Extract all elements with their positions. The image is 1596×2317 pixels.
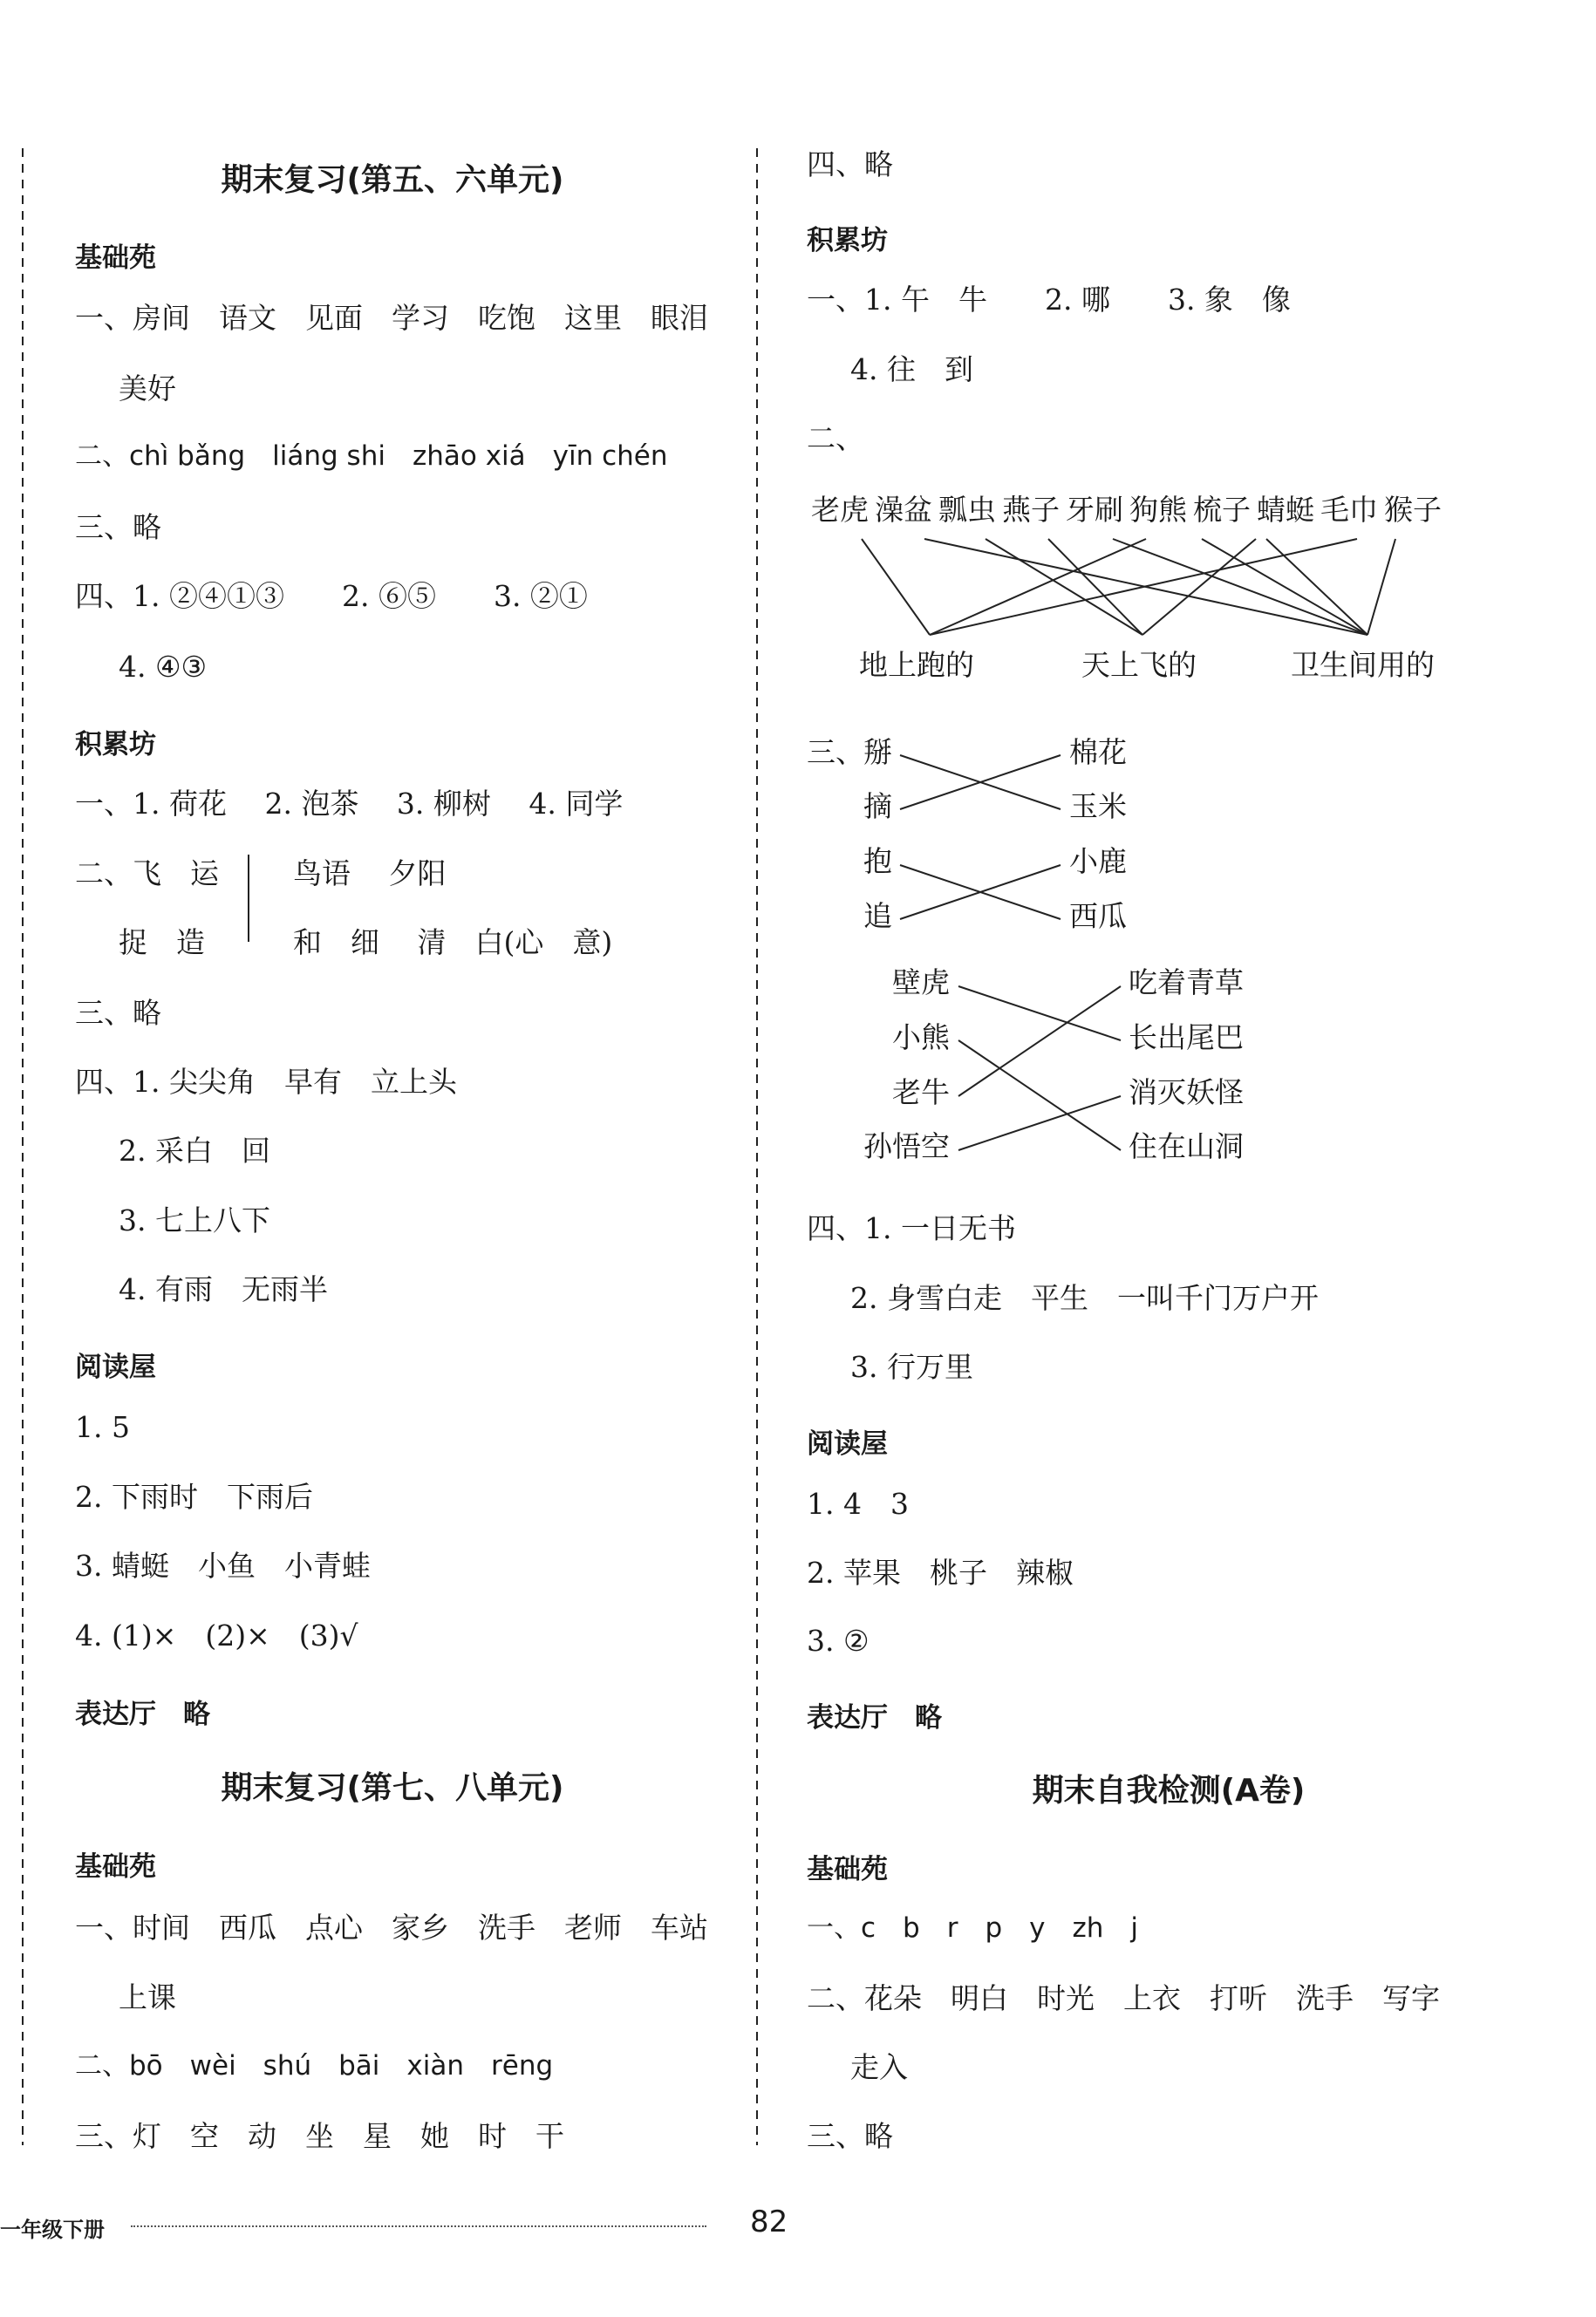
- answer-line: 二、飞 运: [75, 856, 219, 890]
- answer-line: 一、1. 午 牛 2. 哪 3. 象 像: [807, 283, 1291, 317]
- answer-line: 4. 有雨 无雨半: [119, 1272, 328, 1306]
- match-action: 吃着青草: [1129, 965, 1244, 999]
- match-item-animal: 澡盆: [875, 493, 932, 527]
- match-verb: 掰: [863, 735, 892, 769]
- match-verb: 摘: [863, 789, 892, 823]
- match-object: 棉花: [1069, 735, 1127, 769]
- subsection-accumulation: 积累坊: [75, 729, 156, 760]
- match-item-animal: 牙刷: [1066, 493, 1123, 527]
- answer-line: 4. ④③: [119, 650, 208, 684]
- footer-grade: 一年级下册: [0, 2218, 105, 2242]
- answer-line: 和 细 清 白(心 意): [293, 925, 613, 959]
- answer-line-pinyin: 二、chì bǎng liáng shi zhāo xiá yīn chén: [75, 440, 668, 472]
- matching-lines-2: [898, 741, 1064, 933]
- column-divider: [750, 148, 764, 2145]
- answer-line: 二、: [807, 421, 864, 455]
- page-number: 82: [750, 2205, 788, 2239]
- match-action: 住在山洞: [1129, 1129, 1244, 1163]
- answer-line: 上课: [119, 1980, 176, 2014]
- match-character: 老牛: [892, 1075, 950, 1109]
- match-item-animal: 瓢虫: [938, 493, 996, 527]
- matching-lines-3: [955, 972, 1129, 1164]
- match-item-animal: 蜻蜓: [1257, 493, 1314, 527]
- subsection-reading: 阅读屋: [807, 1428, 888, 1460]
- answer-line: 1. 5: [75, 1410, 130, 1444]
- match-action: 消灭妖怪: [1129, 1075, 1244, 1109]
- match-group: 天上飞的: [1081, 648, 1197, 682]
- answer-line: 一、房间 语文 见面 学习 吃饱 这里 眼泪: [75, 301, 708, 335]
- subsection-expression: 表达厅 略: [807, 1702, 942, 1734]
- subsection-reading: 阅读屋: [75, 1352, 156, 1383]
- match-item-animal: 燕子: [1002, 493, 1060, 527]
- match-character: 孙悟空: [863, 1129, 950, 1163]
- answer-line: 2. 苹果 桃子 辣椒: [807, 1556, 1074, 1590]
- answer-line: 2. 下雨时 下雨后: [75, 1480, 313, 1514]
- answer-line: 四、1. 尖尖角 早有 立上头: [75, 1065, 457, 1099]
- section-title-self-test-a: 期末自我检测(A卷): [1032, 1773, 1306, 1809]
- answer-line: 二、花朵 明白 时光 上衣 打听 洗手 写字: [807, 1981, 1440, 2015]
- match-verb: 追: [863, 899, 892, 933]
- answer-line: 4. (1)× (2)× (3)√: [75, 1618, 358, 1653]
- answer-line-pinyin: 二、bō wèi shú bāi xiàn rēng: [75, 2050, 554, 2082]
- match-item-animal: 老虎: [811, 493, 869, 527]
- match-item-animal: 毛巾: [1320, 493, 1378, 527]
- answer-line: 美好: [119, 371, 176, 405]
- answer-line: 三、略: [75, 996, 161, 1030]
- answer-line: 3. 蜻蜓 小鱼 小青蛙: [75, 1549, 371, 1583]
- match-item-animal: 猴子: [1384, 493, 1442, 527]
- answer-line-pinyin: 一、c b r p y zh j: [807, 1912, 1139, 1944]
- answer-line: 四、1. 一日无书: [807, 1211, 1016, 1245]
- match-character: 小熊: [892, 1020, 950, 1054]
- answer-line: 3. 行万里: [850, 1350, 973, 1384]
- subsection-foundation: 基础苑: [807, 1854, 888, 1885]
- section-title-review-7-8: 期末复习(第七、八单元): [221, 1770, 564, 1806]
- match-character: 壁虎: [892, 965, 950, 999]
- binding-rail-left: [16, 148, 30, 2145]
- answer-line: 四、略: [807, 147, 893, 181]
- answer-line: 2. 采白 回: [119, 1134, 270, 1168]
- match-item-animal: 狗熊: [1129, 493, 1187, 527]
- matching-lines-1: [785, 523, 1448, 645]
- answer-line: 一、1. 荷花 2. 泡茶 3. 柳树 4. 同学: [75, 787, 624, 821]
- answer-line: 三、: [807, 735, 864, 769]
- match-object: 玉米: [1069, 789, 1127, 823]
- answer-line: 一、时间 西瓜 点心 家乡 洗手 老师 车站: [75, 1911, 708, 1945]
- section-title-review-5-6: 期末复习(第五、六单元): [221, 162, 564, 198]
- subsection-foundation: 基础苑: [75, 242, 156, 274]
- answer-line: 三、灯 空 动 坐 星 她 时 干: [75, 2119, 564, 2153]
- answer-line: 三、略: [75, 510, 161, 544]
- vertical-separator: [248, 855, 249, 942]
- match-object: 小鹿: [1069, 844, 1127, 878]
- answer-line: 走入: [850, 2050, 908, 2084]
- answer-line: 3. ②: [807, 1624, 870, 1658]
- answer-line: 四、1. ②④①③ 2. ⑥⑤ 3. ②①: [75, 579, 588, 613]
- answer-line: 3. 七上八下: [119, 1203, 270, 1237]
- match-group: 地上跑的: [859, 648, 974, 682]
- footer-leader: [131, 2225, 706, 2227]
- answer-line: 捉 造: [119, 925, 205, 959]
- match-group: 卫生间用的: [1291, 648, 1435, 682]
- match-item-animal: 梳子: [1193, 493, 1251, 527]
- match-object: 西瓜: [1069, 899, 1127, 933]
- subsection-foundation: 基础苑: [75, 1851, 156, 1883]
- answer-line: 1. 4 3: [807, 1487, 909, 1521]
- subsection-expression: 表达厅 略: [75, 1699, 210, 1730]
- answer-line: 2. 身雪白走 平生 一叫千门万户开: [850, 1281, 1319, 1315]
- match-action: 长出尾巴: [1129, 1020, 1244, 1054]
- answer-line: 鸟语 夕阳: [293, 856, 447, 890]
- answer-line: 三、略: [807, 2119, 893, 2153]
- subsection-accumulation: 积累坊: [807, 225, 888, 256]
- answer-line: 4. 往 到: [850, 352, 973, 386]
- match-verb: 抱: [863, 844, 892, 878]
